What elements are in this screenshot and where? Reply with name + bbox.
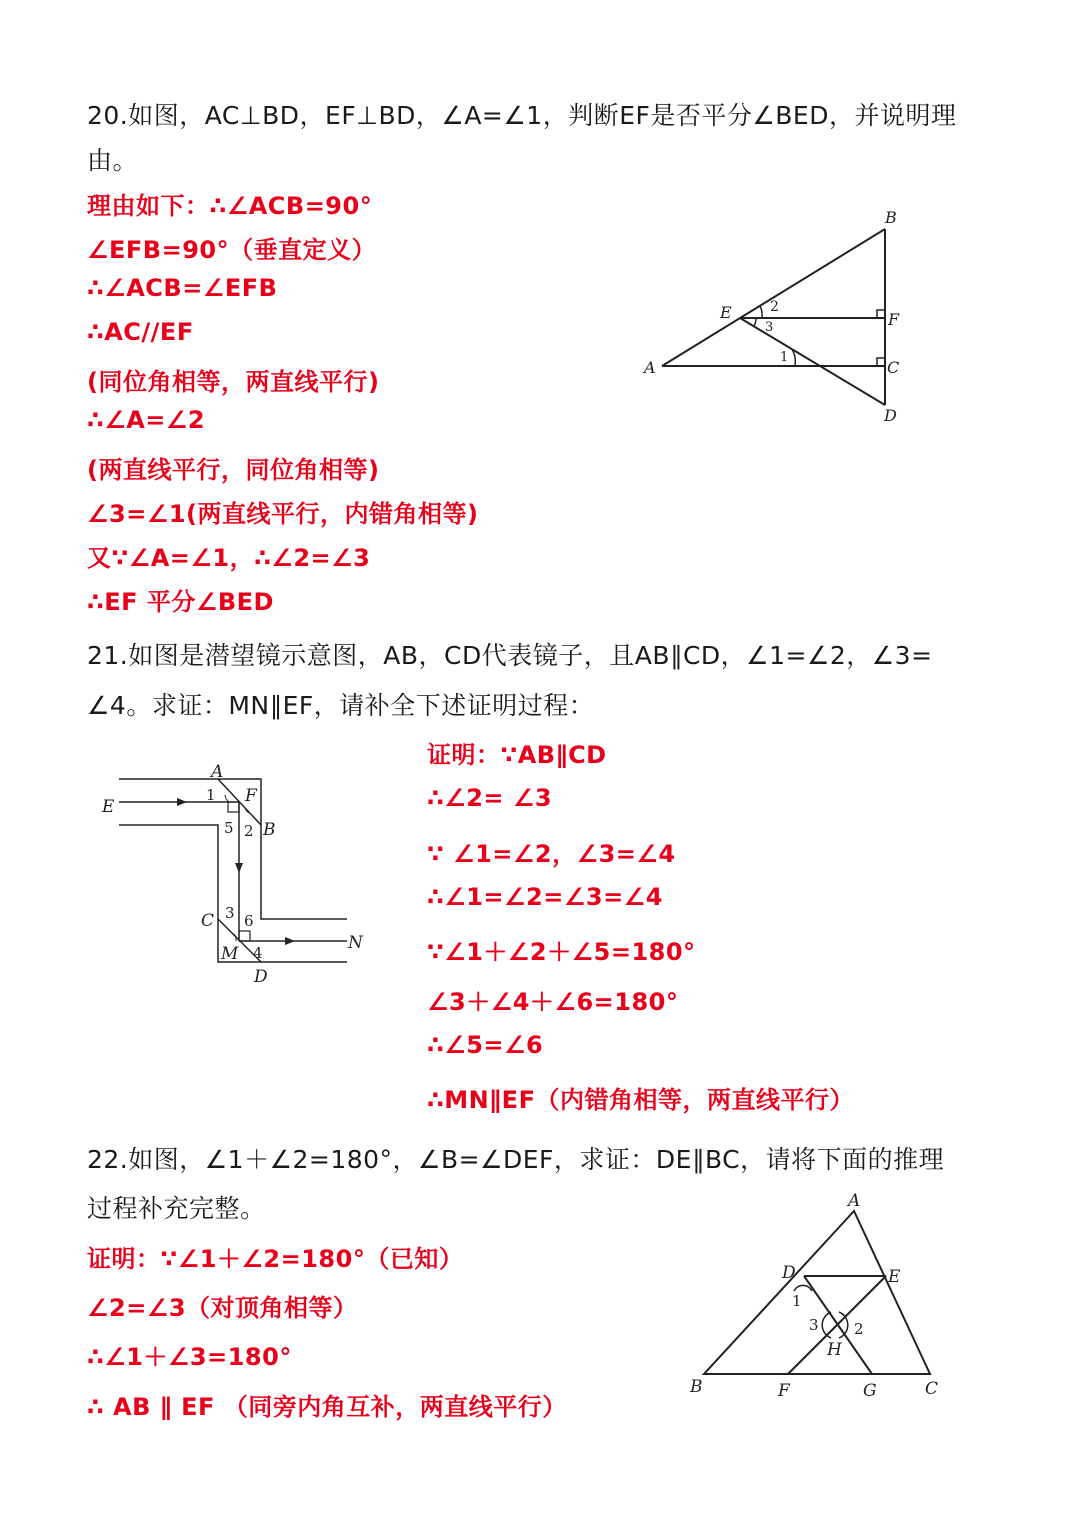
q22-question-line-2: 过程补充完整。 (87, 1194, 266, 1223)
q21-angle-4: 4 (253, 944, 263, 962)
q22-angle-1: 1 (792, 1292, 802, 1310)
q20-answer-line-3: ∴∠ACB=∠EFB (87, 274, 278, 302)
q21-answer-line-3: ∵ ∠1=∠2，∠3=∠4 (427, 840, 676, 868)
q21-angle-1: 1 (206, 786, 216, 804)
q20-answer-line-6: ∴∠A=∠2 (87, 406, 206, 434)
q20-angle-1: 1 (780, 350, 789, 365)
q21-answer-line-4: ∴∠1=∠2=∠3=∠4 (427, 883, 663, 911)
q22-label-G: G (863, 1381, 877, 1401)
q22-label-B: B (690, 1377, 703, 1397)
q21-answer-line-1: 证明：∵AB∥CD (427, 741, 607, 769)
q22-answer-line-1: 证明：∵∠1＋∠2=180°（已知） (87, 1245, 464, 1273)
q20-answer-line-1: 理由如下：∴∠ACB=90° (87, 192, 373, 220)
q22-question-line-1: 22.如图，∠1＋∠2=180°，∠B=∠DEF，求证：DE∥BC，请将下面的推理 (87, 1145, 945, 1174)
q21-answer-line-6: ∠3＋∠4＋∠6=180° (427, 988, 679, 1016)
q22-label-D: D (782, 1263, 796, 1283)
q20-label-B: B (885, 208, 897, 227)
q20-answer-line-8: ∠3=∠1(两直线平行，内错角相等) (87, 500, 479, 528)
q21-label-C: C (201, 911, 215, 931)
q20-angle-2: 2 (770, 299, 779, 315)
q22-answer-line-4: ∴ AB ∥ EF （同旁内角互补，两直线平行） (87, 1393, 567, 1421)
q20-label-C: C (887, 358, 900, 377)
q22-label-A: A (848, 1192, 861, 1211)
q21-label-D: D (254, 967, 268, 987)
q21-label-A: A (211, 762, 224, 782)
q21-answer-line-5: ∵∠1＋∠2＋∠5=180° (427, 938, 696, 966)
q22-triangle-figure (680, 1192, 960, 1412)
q21-question-line-2: ∠4。求证：MN∥EF，请补全下述证明过程： (87, 691, 595, 720)
q20-angle-3: 3 (765, 320, 774, 335)
q20-question-line-1: 20.如图，AC⊥BD，EF⊥BD，∠A=∠1，判断EF是否平分∠BED，并说明理 (87, 101, 957, 130)
q21-answer-line-2: ∴∠2= ∠3 (427, 784, 553, 812)
q20-label-A: A (644, 358, 656, 377)
q20-answer-line-7: (两直线平行，同位角相等) (87, 456, 380, 484)
q22-label-H: H (827, 1340, 842, 1360)
q21-answer-line-7: ∴∠5=∠6 (427, 1031, 544, 1059)
q20-answer-line-5: (同位角相等，两直线平行) (87, 368, 380, 396)
q21-angle-3: 3 (225, 904, 235, 922)
q20-answer-line-2: ∠EFB=90°（垂直定义） (87, 236, 377, 264)
q20-answer-line-9: 又∵∠A=∠1，∴∠2=∠3 (87, 544, 371, 572)
q21-label-N: N (348, 933, 363, 953)
q21-periscope-figure (95, 755, 375, 995)
q21-label-E: E (102, 797, 115, 817)
q22-label-E: E (888, 1267, 901, 1287)
q21-angle-2: 2 (244, 822, 254, 840)
q22-label-C: C (925, 1379, 939, 1399)
q22-answer-line-3: ∴∠1＋∠3=180° (87, 1343, 292, 1371)
q22-angle-2: 2 (854, 1320, 864, 1338)
q22-angle-3: 3 (809, 1316, 819, 1334)
q21-angle-5: 5 (224, 819, 234, 837)
q21-answer-line-8: ∴MN∥EF（内错角相等，两直线平行） (427, 1086, 854, 1114)
q21-question-line-1: 21.如图是潜望镜示意图，AB，CD代表镜子，且AB∥CD，∠1=∠2，∠3= (87, 641, 933, 670)
q20-answer-line-10: ∴EF 平分∠BED (87, 588, 274, 616)
q21-label-F: F (245, 786, 257, 806)
q21-label-B: B (263, 820, 276, 840)
q22-label-F: F (778, 1381, 790, 1401)
q20-label-D: D (884, 406, 897, 425)
q22-answer-line-2: ∠2=∠3（对顶角相等） (87, 1294, 358, 1322)
q20-figure (640, 205, 910, 425)
q20-label-E: E (720, 303, 732, 322)
q21-label-M: M (221, 944, 239, 964)
q20-label-F: F (888, 310, 900, 329)
q21-angle-6: 6 (244, 912, 254, 930)
q20-question-line-2: 由。 (87, 146, 139, 175)
q20-answer-line-4: ∴AC//EF (87, 318, 194, 346)
